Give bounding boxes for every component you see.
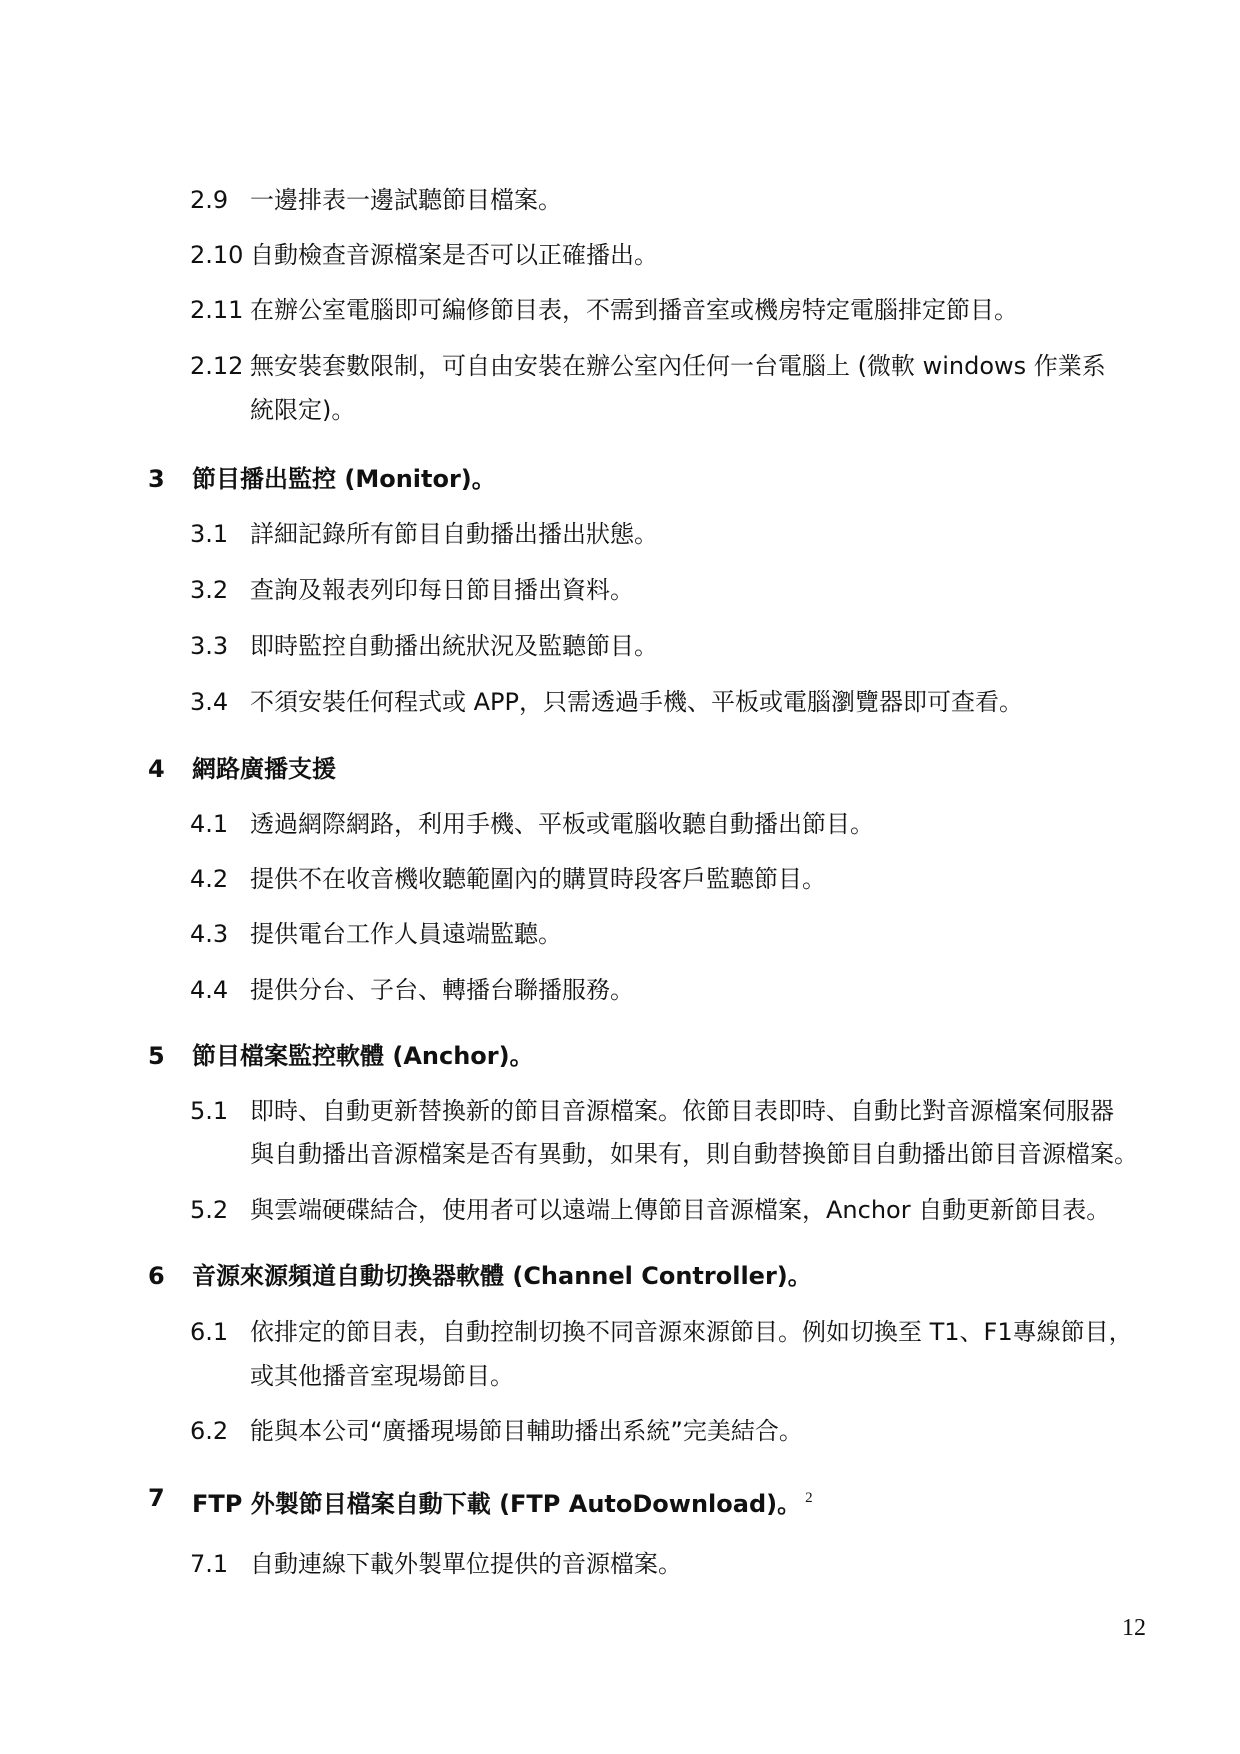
page-number: 12 xyxy=(1122,1615,1146,1641)
item-number: 4.2 xyxy=(190,865,229,893)
item-text: 能與本公司“廣播現場節目輔助播出系統”完美結合。 xyxy=(250,1417,803,1445)
section-title: 節目檔案監控軟體 (Anchor)。 xyxy=(192,1042,534,1070)
item-number: 4.1 xyxy=(190,810,229,838)
section-number: 7 xyxy=(148,1484,165,1512)
item-text: 查詢及報表列印每日節目播出資料。 xyxy=(250,576,634,604)
item-text-continued: 統限定)。 xyxy=(250,396,356,424)
item-text: 在辦公室電腦即可編修節目表，不需到播音室或機房特定電腦排定節目。 xyxy=(250,296,1018,324)
section-number: 5 xyxy=(148,1042,165,1070)
item-text: 依排定的節目表，自動控制切換不同音源來源節目。例如切換至 T1、F1專線節目， xyxy=(250,1318,1133,1346)
item-text: 無安裝套數限制，可自由安裝在辦公室內任何一台電腦上 (微軟 windows 作業系 xyxy=(250,352,1106,380)
item-number: 2.11 xyxy=(190,296,244,324)
item-text-continued: 與自動播出音源檔案是否有異動，如果有，則自動替換節目自動播出節目音源檔案。 xyxy=(250,1140,1138,1168)
section-number: 6 xyxy=(148,1262,165,1290)
item-number: 2.10 xyxy=(190,241,244,269)
item-number: 2.12 xyxy=(190,352,244,380)
item-text: 即時、自動更新替換新的節目音源檔案。依節目表即時、自動比對音源檔案伺服器 xyxy=(250,1097,1114,1125)
item-number: 6.2 xyxy=(190,1417,229,1445)
item-text: 提供分台、子台、轉播台聯播服務。 xyxy=(250,976,634,1004)
section-title: 網路廣播支援 xyxy=(192,755,336,783)
section-title: 音源來源頻道自動切換器軟體 (Channel Controller)。 xyxy=(192,1262,812,1290)
item-text: 自動連線下載外製單位提供的音源檔案。 xyxy=(250,1550,682,1578)
item-text: 與雲端硬碟結合，使用者可以遠端上傳節目音源檔案，Anchor 自動更新節目表。 xyxy=(250,1196,1111,1224)
item-text: 即時監控自動播出統狀況及監聽節目。 xyxy=(250,632,658,660)
section-title: FTP 外製節目檔案自動下載 (FTP AutoDownload)。 xyxy=(192,1490,802,1518)
item-text: 詳細記錄所有節目自動播出播出狀態。 xyxy=(250,520,658,548)
item-number: 3.2 xyxy=(190,576,229,604)
section-number: 3 xyxy=(148,465,165,493)
section-title-wrap xyxy=(192,1484,813,1518)
item-text: 自動檢查音源檔案是否可以正確播出。 xyxy=(250,241,658,269)
item-text-continued: 或其他播音室現場節目。 xyxy=(250,1362,514,1390)
item-number: 6.1 xyxy=(190,1318,229,1346)
item-number: 5.2 xyxy=(190,1196,229,1224)
item-number: 4.4 xyxy=(190,976,229,1004)
item-number: 4.3 xyxy=(190,920,229,948)
item-text: 提供不在收音機收聽範圍內的購買時段客戶監聽節目。 xyxy=(250,865,826,893)
item-number: 5.1 xyxy=(190,1097,229,1125)
footnote-marker: 2 xyxy=(805,1490,813,1506)
item-number: 3.1 xyxy=(190,520,229,548)
item-number: 3.4 xyxy=(190,688,229,716)
item-text: 提供電台工作人員遠端監聽。 xyxy=(250,920,562,948)
item-number: 7.1 xyxy=(190,1550,229,1578)
section-number: 4 xyxy=(148,755,165,783)
section-title: 節目播出監控 (Monitor)。 xyxy=(192,465,496,493)
item-text: 不須安裝任何程式或 APP，只需透過手機、平板或電腦瀏覽器即可查看。 xyxy=(250,688,1023,716)
item-number: 2.9 xyxy=(190,186,229,214)
item-text: 透過網際網路，利用手機、平板或電腦收聽自動播出節目。 xyxy=(250,810,874,838)
item-number: 3.3 xyxy=(190,632,229,660)
item-text: 一邊排表一邊試聽節目檔案。 xyxy=(250,186,562,214)
